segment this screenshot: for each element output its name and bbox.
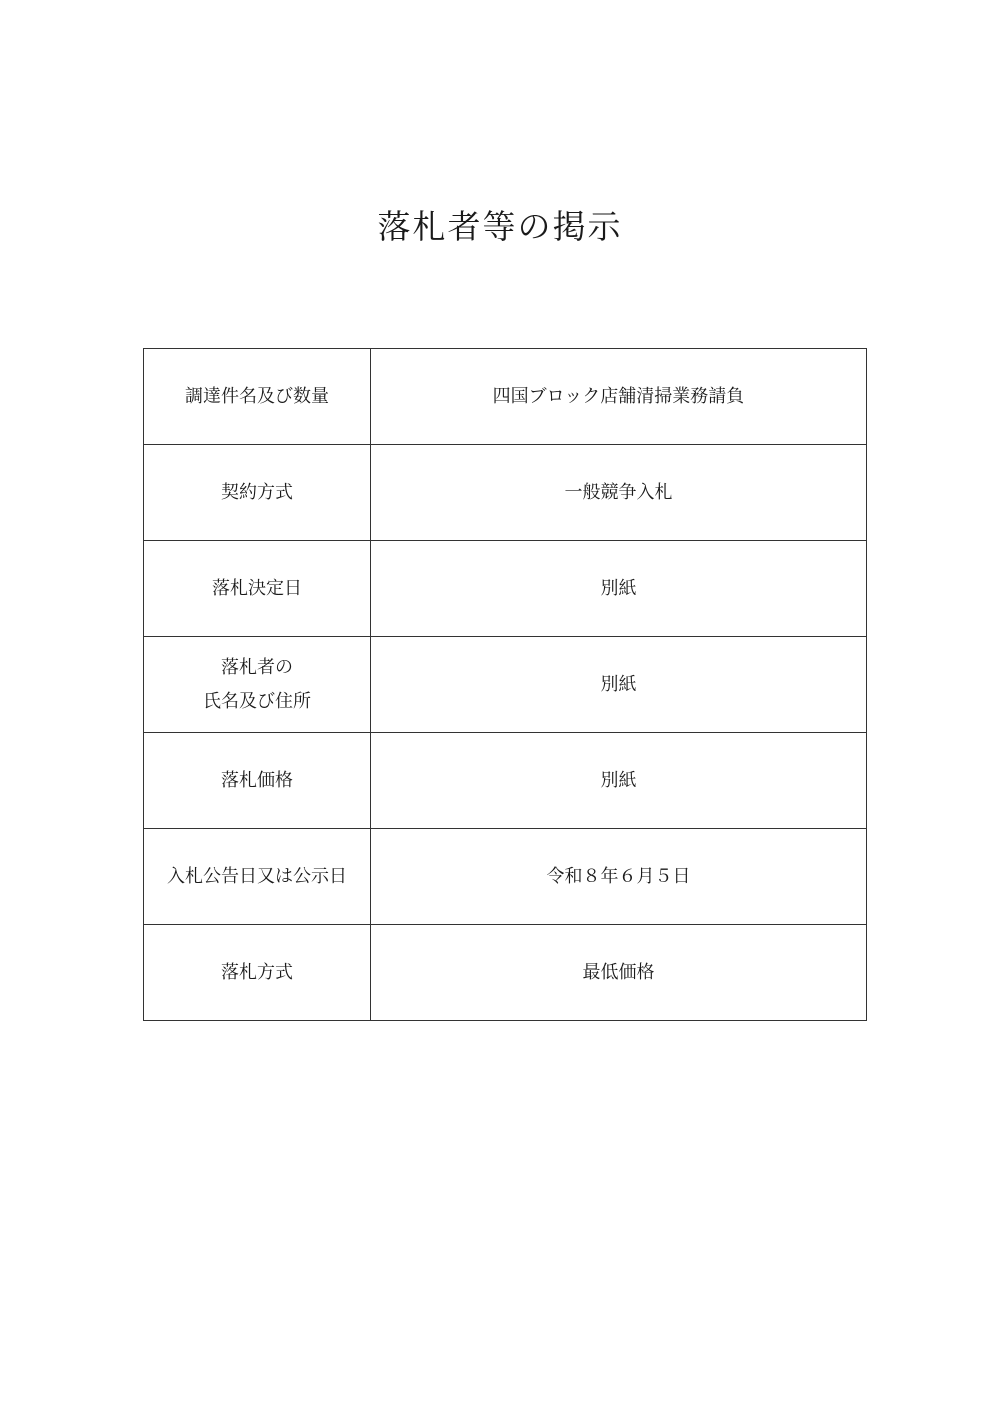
page-title: 落札者等の掲示 — [377, 207, 623, 246]
row-value-award-price: 別紙 — [371, 733, 867, 829]
row-label-contract-method: 契約方式 — [144, 445, 371, 541]
table-row — [144, 445, 867, 541]
award-notice-table — [143, 348, 867, 1021]
table-row — [144, 925, 867, 1021]
row-label-procurement-item: 調達件名及び数量 — [144, 349, 371, 445]
label-line: 落札者の — [221, 656, 293, 678]
label-line: 氏名及び住所 — [203, 690, 311, 712]
row-label-award-date: 落札決定日 — [144, 541, 371, 637]
row-label-winner-name-address — [144, 637, 371, 733]
row-label-award-method: 落札方式 — [144, 925, 371, 1021]
row-value-winner-name-address: 別紙 — [371, 637, 867, 733]
row-value-contract-method: 一般競争入札 — [371, 445, 867, 541]
row-value-award-date: 別紙 — [371, 541, 867, 637]
row-value-award-method: 最低価格 — [371, 925, 867, 1021]
table-row — [144, 541, 867, 637]
row-label-announcement-date: 入札公告日又は公示日 — [144, 829, 371, 925]
table-row — [144, 349, 867, 445]
table-row — [144, 733, 867, 829]
table-row — [144, 637, 867, 733]
row-value-announcement-date: 令和８年６月５日 — [371, 829, 867, 925]
table-row — [144, 829, 867, 925]
row-label-award-price: 落札価格 — [144, 733, 371, 829]
row-value-procurement-item: 四国ブロック店舗清掃業務請負 — [371, 349, 867, 445]
